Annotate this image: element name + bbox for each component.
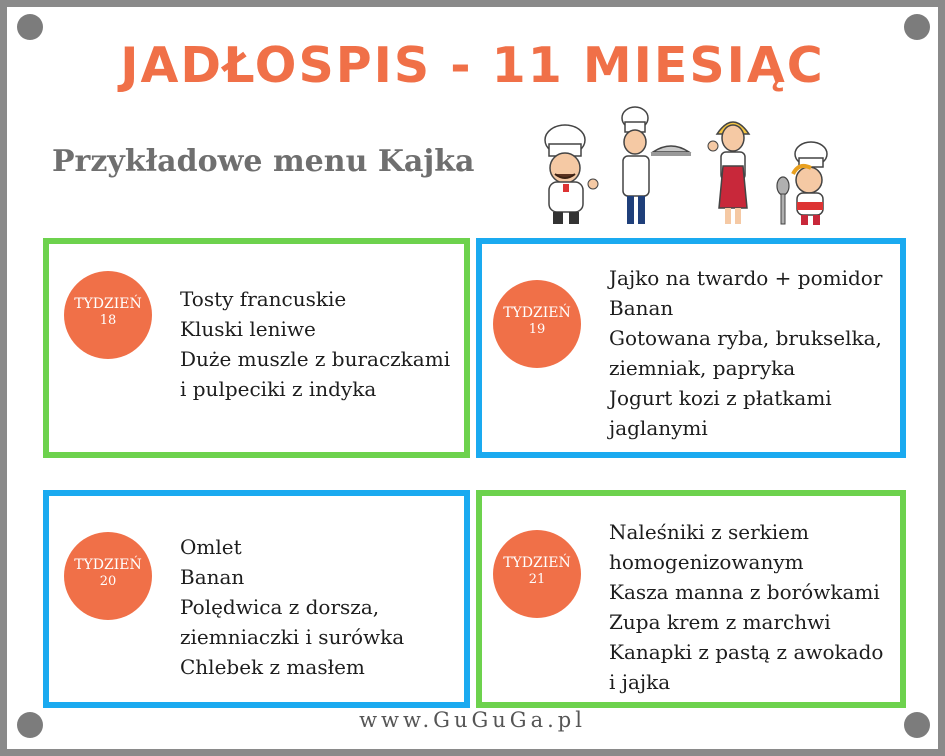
chef-woman-icon [708,122,749,224]
menu-item: i jajka [609,670,671,694]
week-badge [64,532,152,620]
menu-item: Jogurt kozi z płatkami [609,386,832,410]
chef-kid-icon [777,142,827,225]
menu-item: ziemniak, papryka [609,356,796,380]
week-number: 18 [99,313,117,328]
week-badge [493,530,581,618]
menu-item: Kluski leniwe [180,317,316,341]
website-url: www.GuGuGa.pl [359,708,586,732]
menu-item: Banan [609,296,674,320]
week-card-18 [43,238,470,458]
menu-item: Kasza manna z borówkami [609,580,880,604]
menu-item: Zupa krem z marchwi [609,610,831,634]
menu-item: Chlebek z masłem [180,655,365,679]
week-card-19 [476,238,906,458]
chef-with-tray-icon [622,107,691,224]
menu-item: Jajko na twardo + pomidor [609,266,883,290]
menu-item: i pulpeciki z indyka [180,377,377,401]
chefs-illustration [535,104,845,229]
week-number: 19 [528,322,546,337]
menu-list [609,263,882,443]
menu-item: Tosty francuskie [180,287,347,311]
menu-item: Omlet [180,535,242,559]
menu-item: Polędwica z dorsza, [180,595,380,619]
menu-item: jaglanymi [609,416,708,440]
menu-list [180,284,450,404]
week-number: 21 [528,572,546,587]
week-badge [64,271,152,359]
week-label: TYDZIEŃ [503,305,571,321]
menu-list [609,517,883,697]
menu-item: homogenizowanym [609,550,804,574]
page-subtitle: Przykładowe menu Kajka [52,144,475,179]
week-label: TYDZIEŃ [74,296,142,312]
menu-item: Banan [180,565,245,589]
menu-item: Naleśniki z serkiem [609,520,809,544]
menu-item: Duże muszle z buraczkami [180,347,451,371]
week-number: 20 [99,574,117,589]
week-label: TYDZIEŃ [503,555,571,571]
menu-item: Kanapki z pastą z awokado [609,640,884,664]
menu-item: Gotowana ryba, brukselka, [609,326,882,350]
page-title: JADŁOSPIS - 11 MIESIĄC [120,37,825,94]
menu-item: ziemniaczki i surówka [180,625,405,649]
week-label: TYDZIEŃ [74,557,142,573]
menu-list [180,532,404,682]
week-badge [493,280,581,368]
week-card-21 [476,490,906,708]
chef-mustache-icon [545,125,598,224]
week-card-20 [43,490,470,708]
